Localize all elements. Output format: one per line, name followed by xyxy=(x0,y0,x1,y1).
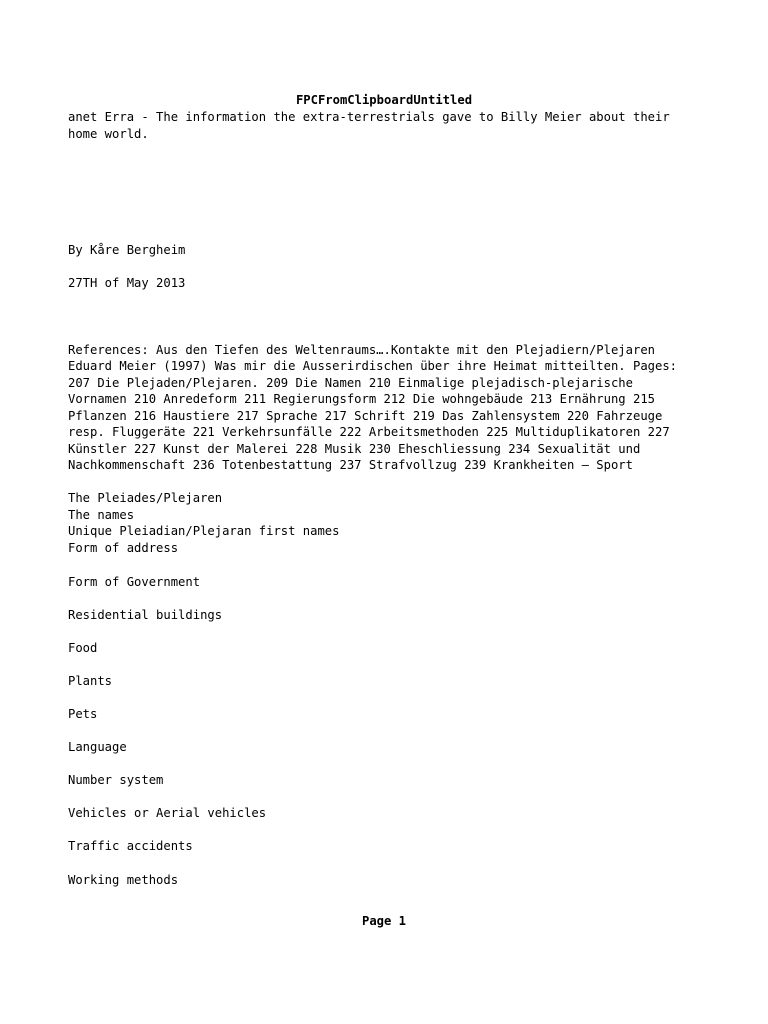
topic-pleiades: The Pleiades/Plejaren xyxy=(68,491,223,505)
intro-line-1: anet Erra - The information the extra-terrestrials gave to Billy Meier about their xyxy=(68,110,670,124)
topic-form-of-address: Form of address xyxy=(68,541,179,555)
references-line-3: 207 Die Plejaden/Plejaren. 209 Die Namen 210 Einmalige plejadisch-plejarische xyxy=(68,376,633,390)
topic-vehicles: Vehicles or Aerial vehicles xyxy=(68,806,267,820)
topic-names: The names xyxy=(68,508,135,522)
topic-form-of-government: Form of Government xyxy=(68,575,201,589)
references-line-4: Vornamen 210 Anredeform 211 Regierungsform 212 Die wohngebäude 213 Ernährung 215 xyxy=(68,392,655,406)
topic-pets: Pets xyxy=(68,707,98,721)
document-header-title: FPCFromClipboardUntitled xyxy=(295,93,473,107)
references-line-8: Nachkommenschaft 236 Totenbestattung 237 Strafvollzug 239 Krankheiten – Sport xyxy=(68,458,633,472)
author-line: By Kåre Bergheim xyxy=(68,243,186,257)
topic-language: Language xyxy=(68,740,127,754)
topic-plants: Plants xyxy=(68,674,113,688)
topic-number-system: Number system xyxy=(68,773,164,787)
references-line-6: resp. Fluggeräte 221 Verkehrsunfälle 222 Arbeitsmethoden 225 Multiduplikatoren 227 xyxy=(68,425,670,439)
references-line-1: References: Aus den Tiefen des Weltenraums….Kontakte mit den Plejadiern/Plejaren xyxy=(68,343,655,357)
references-line-5: Pflanzen 216 Haustiere 217 Sprache 217 Schrift 219 Das Zahlensystem 220 Fahrzeuge xyxy=(68,409,663,423)
references-line-2: Eduard Meier (1997) Was mir die Ausserirdischen über ihre Heimat mitteilten. Pages: xyxy=(68,359,678,373)
topic-first-names: Unique Pleiadian/Plejaran first names xyxy=(68,524,340,538)
references-line-7: Künstler 227 Kunst der Malerei 228 Musik 230 Eheschliessung 234 Sexualität und xyxy=(68,442,641,456)
topic-traffic-accidents: Traffic accidents xyxy=(68,839,193,853)
date-line: 27TH of May 2013 xyxy=(68,276,186,290)
topic-food: Food xyxy=(68,641,98,655)
topic-residential-buildings: Residential buildings xyxy=(68,608,223,622)
page-number: Page 1 xyxy=(361,914,407,928)
topic-working-methods: Working methods xyxy=(68,873,179,887)
intro-line-2: home world. xyxy=(68,127,149,141)
